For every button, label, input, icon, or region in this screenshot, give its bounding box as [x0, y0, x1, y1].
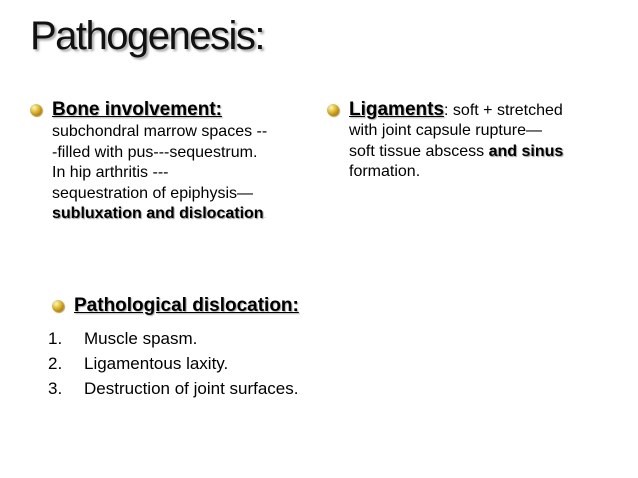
bone-involvement-section — [30, 98, 310, 227]
list-text: Destruction of joint surfaces. — [84, 379, 299, 398]
pathological-dislocation-heading: Pathological dislocation: — [74, 295, 299, 316]
text-line: In hip arthritis --- — [52, 164, 169, 181]
trailing-dot: . — [263, 210, 267, 221]
ligaments-section — [327, 98, 617, 183]
bullet-icon — [52, 300, 64, 312]
text-line: -filled with pus---sequestrum. — [52, 143, 258, 161]
text-line: subchondral marrow spaces -- — [52, 123, 268, 140]
slide-title: Pathogenesis: — [30, 14, 265, 58]
text-line: formation. — [349, 163, 421, 180]
list-item — [48, 351, 298, 376]
bone-involvement-text — [52, 122, 310, 227]
text-line: soft tissue abscess — [349, 142, 489, 160]
list-number: 3. — [48, 379, 63, 398]
text-line: with joint capsule rupture— — [349, 122, 542, 139]
emphasis-text: and sinus — [488, 142, 564, 160]
text-line: sequestration of epiphysis— — [52, 184, 253, 202]
bone-involvement-heading: Bone involvement: — [52, 99, 222, 120]
list-item — [48, 326, 298, 351]
list-number: 2. — [48, 354, 63, 373]
list-number: 1. — [48, 329, 63, 348]
ligaments-text — [349, 121, 617, 183]
list-text: Ligamentous laxity. — [84, 354, 229, 373]
pathological-dislocation-heading-row — [52, 294, 299, 318]
list-text: Muscle spasm. — [84, 329, 198, 348]
bullet-icon — [30, 104, 42, 116]
emphasis-text: subluxation and dislocation — [52, 205, 264, 222]
bullet-icon — [327, 104, 339, 116]
list-item — [48, 376, 298, 401]
ligaments-heading: Ligaments — [349, 99, 445, 120]
dislocation-causes-list — [48, 326, 298, 401]
ligaments-suffix: : soft + stretched — [444, 102, 563, 119]
